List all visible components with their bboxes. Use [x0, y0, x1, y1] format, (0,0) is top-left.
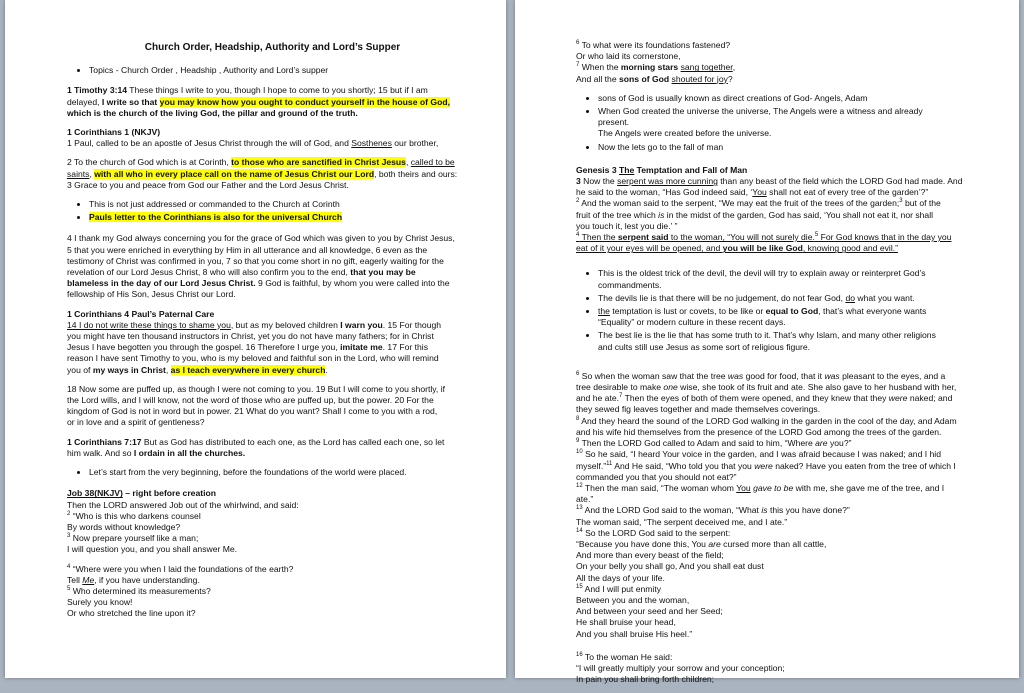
text: were [888, 393, 908, 404]
topics-bullet: • Topics - Church Order , Headship , Authority and Lord’s supper [89, 65, 478, 76]
verse-number: 7 [619, 393, 623, 400]
verse-number: 4 [67, 563, 71, 570]
corinthians-2-paragraph [67, 157, 478, 191]
text: You [736, 482, 751, 493]
genesis-woman-paragraph [576, 652, 991, 686]
text: do [845, 292, 856, 303]
section-heading: Job 38(NKJV) [67, 488, 123, 499]
text: “Who is this who darkens counsel [70, 510, 201, 521]
verse-number: 14 [576, 527, 583, 534]
text: , [732, 62, 736, 73]
text: “Equality” or modern culture in these recent days. [598, 317, 786, 328]
text: morning stars [620, 62, 679, 73]
verse-number: 5 [67, 586, 71, 593]
text: sons of God [619, 73, 670, 84]
text: Now the [580, 176, 618, 187]
text: And more than every beast of the field; [576, 550, 724, 561]
text: 5 that you were enriched in everything by Him in all utterance and all knowledge, 6 even as the [67, 244, 428, 255]
text: . 17 For this [382, 342, 429, 353]
text: him walk. And so [67, 447, 134, 458]
text: , if you have understanding. [94, 574, 200, 585]
verse-number: 4 [576, 232, 580, 239]
text: I warn you [340, 319, 383, 330]
text: 1 Paul, called to be an apostle of Jesus Christ through the will of God, and [67, 138, 352, 149]
text: kingdom of God is not in word but in power. 21 What do you want? Shall I come to you with a rod, [67, 406, 438, 417]
text: And all the [576, 73, 619, 84]
text: testimony of Christ was confirmed in you, 7 so that you come short in no gift, eagerly waiting for the [67, 255, 444, 266]
text: 18 Now some are puffed up, as though I were not coming to you. 19 But I will come to you shortly, if [67, 383, 446, 394]
verse-number: 13 [576, 505, 583, 512]
text: ate.” [576, 494, 594, 505]
text: are [815, 438, 828, 449]
text: 2 To the church of God which is at Corinth, [67, 157, 232, 168]
text: For God knows that in the day you [818, 232, 952, 243]
text: that you may be [350, 267, 416, 278]
text: So when the woman saw that the tree [579, 370, 728, 381]
text: • When God created the universe the universe, The Angels were a witness and already [598, 106, 923, 117]
text: Or who stretched the line upon it? [67, 608, 196, 619]
text: He shall bruise your head, [576, 617, 676, 628]
text: Tell [67, 574, 83, 585]
text: temptation is lust or covets, to be like or [609, 306, 766, 317]
text: tree desirable to make [576, 382, 664, 393]
text: you will be like God [722, 243, 803, 254]
text: and his wife hid themselves from the presence of the LORD God among the trees of the garden. [576, 426, 942, 437]
text: Now prepare yourself like a man; [70, 533, 199, 544]
bullet [598, 268, 991, 290]
text: in the midst of the garden, God has said, ‘You shall not eat it, nor shall [664, 209, 934, 220]
text: and he ate. [576, 393, 620, 404]
verse-number: 5 [814, 232, 819, 239]
highlight: you may know how you ought to conduct yourself in the house of God, [159, 96, 450, 107]
text: Then the eyes of both of them were opened, and they knew that they [622, 393, 889, 404]
text: you touch it, lest you die.’ ” [576, 220, 678, 231]
text: So he said, “I heard Your voice in the garden, and I was afraid because I was naked; and I hid [582, 449, 941, 460]
job-paragraph [67, 488, 478, 555]
job-continued-paragraph [576, 40, 991, 85]
highlight: with all who in every place call on the name of Jesus Christ our Lord [94, 168, 375, 179]
text: “Where were you when I laid the foundations of the earth? [70, 563, 294, 574]
text: The Angels were created before the universe. [598, 128, 772, 139]
section-heading: 1 Corinthians 4 Paul’s Paternal Care [67, 308, 215, 319]
text: 4 I thank my God always concerning you for the grace of God which was given to you by Christ Jesus, [67, 233, 455, 244]
text: Then the [579, 232, 618, 243]
genesis-fall-paragraph [576, 371, 991, 640]
text: • This is the oldest trick of the devil, the devil will try to explain away or reinterpret God’s [598, 268, 926, 279]
text: the [598, 306, 610, 317]
text: which is the church of the living God, the pillar and ground of the truth. [67, 107, 358, 118]
text: 14 I do not write these things to shame you [67, 319, 231, 330]
text: myself.” [576, 460, 607, 471]
text: To what were its foundations fastened? [579, 40, 731, 50]
text: “Because you have done this, You [576, 538, 709, 549]
text: the Lord wills, and I will know, not the word of those who are puffed up, but the power. 20 For the [67, 395, 434, 406]
verse-number: 2 [576, 198, 580, 205]
text: When the [579, 62, 621, 73]
text: , knowing good and evil.” [802, 243, 898, 254]
text: saints [67, 168, 90, 179]
text: this you have done?” [767, 505, 850, 516]
text: present. [598, 117, 630, 128]
verse-number: 3 [67, 533, 71, 540]
text: These things I write to you, though I hope to come to you shortly; 15 but if I am [127, 85, 428, 96]
text: Then the LORD God called to Adam and said to him, “Where [579, 438, 816, 449]
verse-number: 7 [576, 62, 580, 69]
text: good for food, that it [743, 370, 825, 381]
verse-number: 2 [67, 510, 71, 517]
bullet: • Let’s start from the very beginning, before the foundations of the world were placed. [89, 467, 478, 478]
text: . 15 For though [382, 319, 442, 330]
text: , [89, 168, 95, 179]
text: Then the LORD answered Job out of the whirlwind, and said: [67, 499, 299, 510]
text: And you shall bruise His heel.” [576, 628, 693, 639]
text: my ways in Christ [92, 364, 166, 375]
section-heading: – right before creation [122, 488, 216, 499]
verse-number: 9 [576, 438, 580, 445]
text: 9 God is faithful, by whom you were called into the [255, 278, 450, 289]
verse-number: 6 [576, 371, 580, 378]
text: he said to the woman, “Has God indeed said, ‘ [576, 187, 753, 198]
corinthians-1-paragraph [67, 127, 478, 149]
text: And the LORD God said to the woman, “What [582, 505, 762, 516]
highlight: as I teach everywhere in every church [170, 364, 326, 375]
document-page-right [515, 0, 1019, 685]
text: Jesus I have begotten you through the gospel. 16 Therefore I urge you, [67, 342, 341, 353]
text: , [405, 157, 411, 168]
text: Or who laid its cornerstone, [576, 51, 681, 62]
verse-number: 8 [576, 415, 580, 422]
text: called to be [410, 157, 455, 168]
document-page-left [5, 0, 506, 678]
bullet: • sons of God is usually known as direct creations of God- Angels, Adam [598, 93, 991, 104]
text: ? [727, 73, 733, 84]
text: , [165, 364, 171, 375]
text: commanded you that you should not eat?” [576, 471, 737, 482]
text: So the LORD God said to the serpent: [582, 527, 731, 538]
text: And He said, “Who told you that you [612, 460, 755, 471]
text: pleasant to the eyes, and a [839, 370, 946, 381]
verse-number: 16 [576, 651, 583, 658]
highlight: to those who are sanctified in Christ Jesus [231, 157, 406, 168]
text: shall not eat of every tree of the garden’?” [766, 187, 929, 198]
verse-number: 10 [576, 449, 583, 456]
text: shouted for joy [671, 73, 728, 84]
ref: 1 Timothy 3:14 [67, 85, 128, 96]
text: is [761, 505, 768, 516]
text: And the woman said to the serpent, “We may eat the fruit of the trees of the garden; [579, 198, 900, 209]
text: , both theirs and ours: [374, 168, 458, 179]
text: cursed more than all cattle, [720, 538, 827, 549]
ref: 1 Corinthians 7:17 [67, 436, 142, 447]
text: gave [750, 482, 775, 493]
text: Me [82, 574, 95, 585]
text: sang together [680, 62, 733, 73]
text: to be [774, 482, 794, 493]
text: On your belly you shall go, And you shall eat dust [576, 561, 764, 572]
bullet [598, 306, 991, 328]
text: By words without knowledge? [67, 521, 181, 532]
verse-number: 6 [576, 40, 580, 47]
text: In pain you shall bring forth children; [576, 674, 715, 685]
timothy-paragraph [67, 85, 478, 119]
paternal-care-paragraph [67, 309, 478, 376]
text: 3 Grace to you and peace from God our Father and the Lord Jesus Christ. [67, 179, 349, 190]
puffed-up-paragraph [67, 384, 478, 429]
text: or in love and a spirit of gentleness? [67, 417, 205, 428]
bullet [598, 106, 991, 140]
text: naked? Have you eaten from the tree of which I [772, 460, 956, 471]
highlight: Pauls letter to the Corinthians is also for the universal Church [89, 212, 343, 223]
text: Between you and the woman, [576, 594, 690, 605]
text: fruit of the tree which [576, 209, 659, 220]
text: eat of it your eyes will be opened, and [576, 243, 723, 254]
section-heading: 1 Corinthians 1 (NKJV) [67, 127, 161, 138]
text: to the woman, “You will not surely die. [668, 232, 815, 243]
text: our brother, [391, 138, 439, 149]
bullet [598, 330, 991, 352]
text: The woman said, “The serpent deceived me, and I ate.” [576, 516, 788, 527]
text: and cults still use Jesus as some sort of religious figure. [598, 341, 811, 352]
text: fellowship of His Son, Jesus Christ our Lord. [67, 289, 236, 300]
text: equal to God [765, 306, 819, 317]
text: you of [67, 364, 93, 375]
verse-number: 12 [576, 483, 583, 490]
text: I ordain in all the churches. [133, 447, 246, 458]
text: And they heard the sound of the LORD God walking in the garden in the cool of the day, and Adam [579, 415, 957, 426]
verse-number: 15 [576, 583, 583, 590]
genesis-paragraph [576, 165, 991, 255]
corinthians-7-paragraph [67, 437, 478, 459]
text: Surely you know! [67, 597, 133, 608]
text: is [658, 209, 665, 220]
text: , but as my beloved children [230, 319, 341, 330]
text: I write so that [101, 96, 160, 107]
text: But as God has distributed to each one, as the Lord has called each one, so let [141, 436, 445, 447]
text: Sosthenes [351, 138, 392, 149]
text: commandments. [598, 279, 662, 290]
page-content [67, 0, 478, 628]
text: The devils lie is that there will be no judgement, do not fear God, [598, 292, 846, 303]
text: revelation of our Lord Jesus Christ, 8 who will also confirm you to the end, [67, 267, 351, 278]
text: You [752, 187, 767, 198]
section-heading: Genesis 3 [576, 164, 619, 175]
text: you might have ten thousand instructors in Christ, yet you do not have many fathers; for in Christ [67, 331, 434, 342]
bullet: • Now the lets go to the fall of man [598, 142, 991, 153]
text: delayed, [67, 96, 102, 107]
text: And between your seed and her Seed; [576, 606, 723, 617]
job-paragraph-2 [67, 564, 478, 620]
text: I will question you, and you shall answer Me. [67, 544, 238, 555]
text: imitate me [340, 342, 383, 353]
page-content [576, 40, 991, 693]
text: what you want. [855, 292, 915, 303]
document-title: Church Order, Headship, Authority and Lord’s Supper [144, 42, 401, 53]
text: they sewed fig leaves together and made themselves coverings. [576, 404, 821, 415]
text: . [325, 364, 328, 375]
thanks-paragraph [67, 233, 478, 300]
text: “I will greatly multiply your sorrow and your conception; [576, 662, 785, 673]
section-heading: The [619, 164, 635, 175]
verse-number: 3 [899, 198, 903, 205]
text: serpent was more cunning [617, 176, 718, 187]
text: , that’s what everyone wants [818, 306, 927, 317]
text: was [824, 370, 840, 381]
text: one [663, 382, 678, 393]
bullet [598, 293, 991, 304]
verse-number: 3 [576, 176, 581, 187]
text: with me, she gave me of the tree, and I [793, 482, 945, 493]
bullet [89, 212, 478, 223]
text: All the days of your life. [576, 572, 665, 583]
text: • The best lie is the lie that has some truth to it. That’s why Islam, and many other religions [598, 330, 936, 341]
text: than any beast of the field which the LORD God had made. And [717, 176, 963, 187]
text: was [727, 370, 744, 381]
verse-number: 11 [606, 460, 613, 467]
text: are [708, 538, 721, 549]
bullet: • This is not just addressed or commanded to the Church at Corinth [89, 199, 478, 210]
text: but of the [902, 198, 941, 209]
text: Then the man said, “The woman whom [582, 482, 737, 493]
text: were [754, 460, 773, 471]
text: reason I have sent Timothy to you, who is my beloved and faithful son in the Lord, who will remind [67, 353, 439, 364]
text: serpent said [617, 232, 669, 243]
section-heading: Temptation and Fall of Man [634, 164, 748, 175]
text: wise, she took of its fruit and ate. She also gave to her husband with her, [677, 382, 957, 393]
text: Who determined its measurements? [70, 585, 211, 596]
text: blameless in the day of our Lord Jesus Christ. [67, 278, 256, 289]
text: you?” [827, 438, 852, 449]
text: naked; and [907, 393, 953, 404]
text: And I will put enmity [582, 583, 662, 594]
text: To the woman He said: [582, 651, 673, 662]
